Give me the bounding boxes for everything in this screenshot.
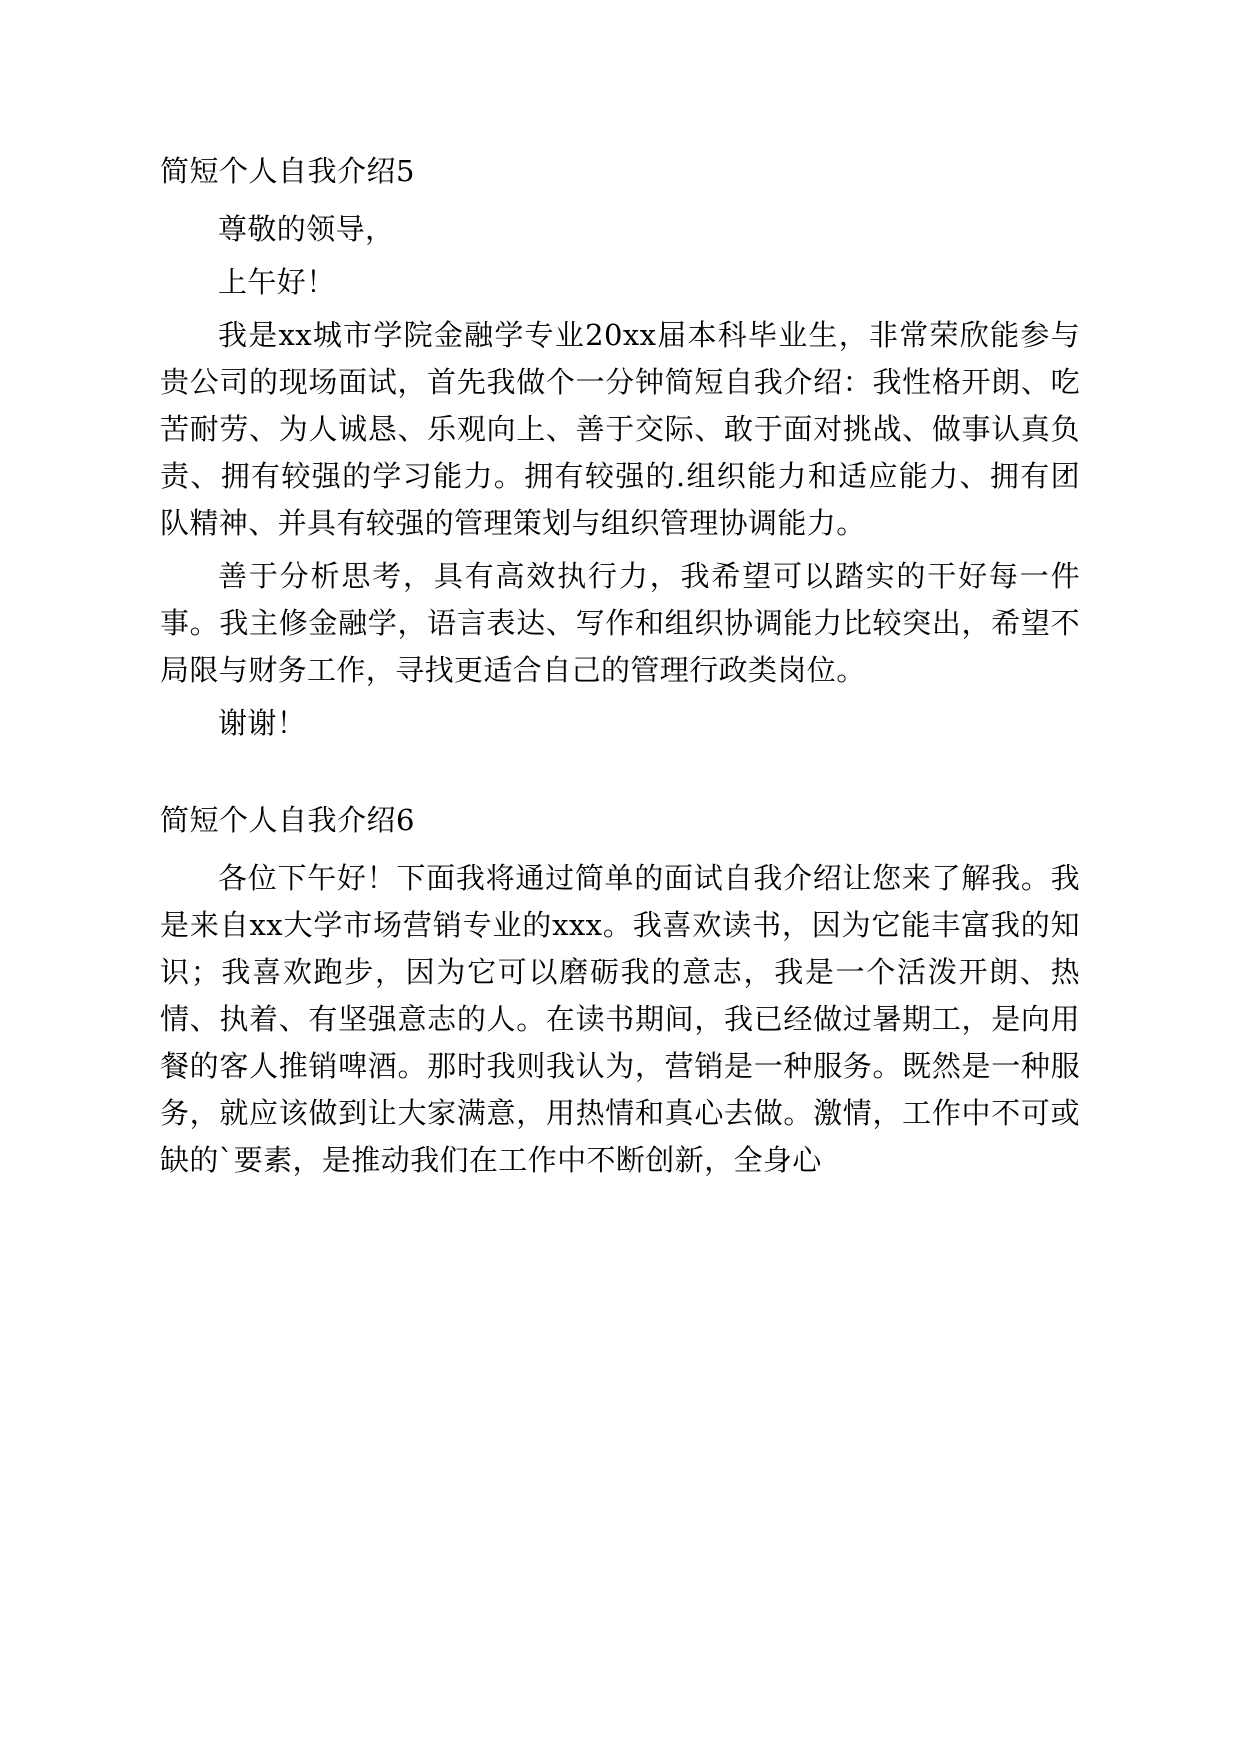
section-heading: 简短个人自我介绍6 xyxy=(160,802,415,837)
section-separator xyxy=(160,747,1080,799)
paragraph: 谢谢！ xyxy=(218,705,307,740)
section-heading: 简短个人自我介绍5 xyxy=(160,154,415,188)
paragraph: 各位下午好！下面我将通过简单的面试自我介绍让您来了解我。我是来自xx大学市场营销专业的xxx。我喜欢读书，因为它能丰富我的知识；我喜欢跑步，因为它可以磨砺我的意志，我是一个活泼开朗、热情、执着、有坚强意志的人。在读书期间，我已经做过暑期工，是向用餐的客人推销啤酒。那时我则我认为，营销是一种服务。既然是一种服务，就应该做到让大家满意，用热情和真心去做。激情，工作中不可或缺的`要素，是推动我们在工作中不断创新，全身心 xyxy=(160,860,1080,1177)
paragraph: 善于分析思考，具有高效执行力，我希望可以踏实的干好每一件事。我主修金融学，语言表达、写作和组织协调能力比较突出，希望不局限与财务工作，寻找更适合自己的管理行政类岗位。 xyxy=(160,558,1080,687)
paragraph: 尊敬的领导， xyxy=(218,212,395,247)
section-1 xyxy=(160,150,1080,747)
section-2 xyxy=(160,799,1080,1184)
paragraph: 我是xx城市学院金融学专业20xx届本科毕业生，非常荣欣能参与贵公司的现场面试，首先我做个一分钟简短自我介绍：我性格开朗、吃苦耐劳、为人诚恳、乐观向上、善于交际、敢于面对挑战、做事认真负责、拥有较强的学习能力。拥有较强的.组织能力和适应能力、拥有团队精神、并具有较强的管理策划与组织管理协调能力。 xyxy=(160,317,1080,540)
document-body xyxy=(160,150,1080,1184)
paragraph: 上午好！ xyxy=(218,265,336,300)
